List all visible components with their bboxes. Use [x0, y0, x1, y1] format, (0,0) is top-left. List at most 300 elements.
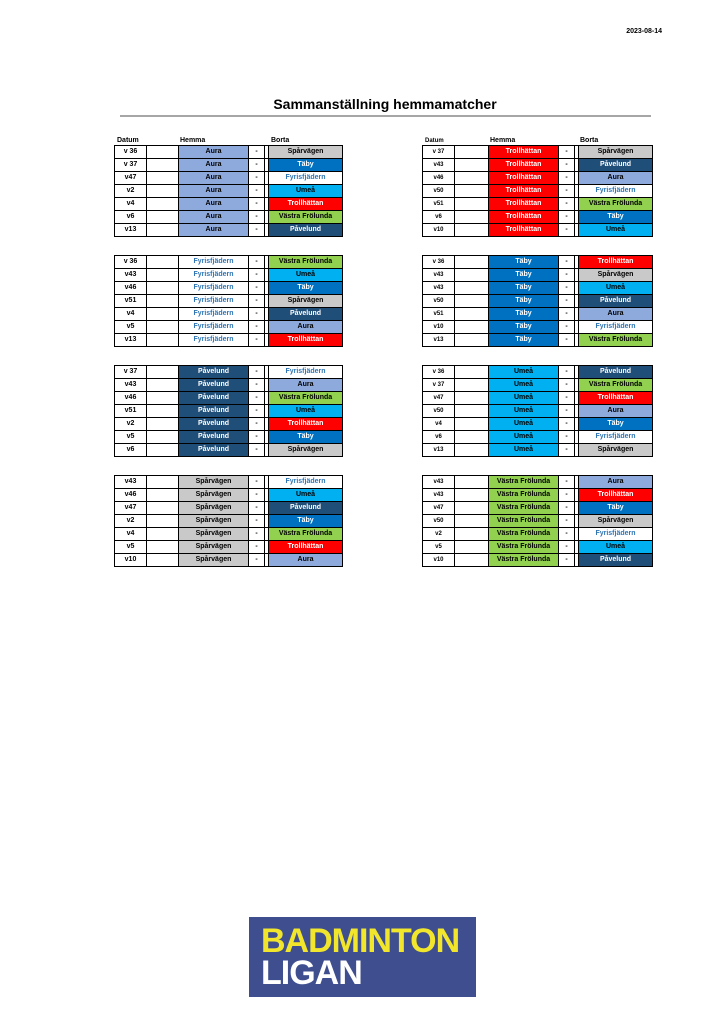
separator-cell: - [249, 541, 265, 554]
week-cell: v13 [115, 224, 147, 237]
week-cell: v50 [423, 295, 455, 308]
spacer-cell [455, 515, 489, 528]
home-team-cell: Västra Frölunda [489, 554, 559, 567]
away-team-cell: Påvelund [579, 366, 653, 379]
away-team-cell: Umeå [269, 269, 343, 282]
week-cell: v4 [423, 418, 455, 431]
week-cell: v43 [115, 269, 147, 282]
match-row [115, 418, 343, 431]
spacer-cell [455, 541, 489, 554]
spacer-cell [147, 321, 179, 334]
week-cell: v13 [423, 334, 455, 347]
separator-cell: - [249, 198, 265, 211]
spacer-cell [455, 159, 489, 172]
home-team-cell: Trollhättan [489, 159, 559, 172]
separator-cell: - [559, 379, 575, 392]
match-row [423, 541, 653, 554]
home-team-cell: Påvelund [179, 418, 249, 431]
separator-cell: - [249, 159, 265, 172]
week-cell: v 37 [423, 379, 455, 392]
spacer-cell [455, 418, 489, 431]
away-team-cell: Västra Frölunda [579, 379, 653, 392]
away-team-cell: Aura [579, 405, 653, 418]
match-row [115, 308, 343, 321]
separator-cell: - [249, 295, 265, 308]
week-cell: v4 [115, 308, 147, 321]
away-team-cell: Täby [579, 502, 653, 515]
away-team-cell: Västra Frölunda [269, 392, 343, 405]
week-cell: v13 [115, 334, 147, 347]
spacer-cell [455, 146, 489, 159]
week-cell: v50 [423, 185, 455, 198]
spacer-cell [147, 431, 179, 444]
spacer-cell [147, 515, 179, 528]
schedule-table-left [114, 365, 343, 457]
spacer-cell [455, 528, 489, 541]
home-team-cell: Fyrisfjädern [179, 321, 249, 334]
spacer-cell [147, 476, 179, 489]
week-cell: v 36 [423, 256, 455, 269]
separator-cell: - [249, 308, 265, 321]
schedule-table-left [114, 475, 343, 567]
separator-cell: - [249, 321, 265, 334]
away-team-cell: Spårvägen [579, 269, 653, 282]
week-cell: v51 [423, 198, 455, 211]
spacer-cell [147, 334, 179, 347]
spacer-cell [455, 379, 489, 392]
match-row [423, 224, 653, 237]
week-cell: v43 [423, 489, 455, 502]
header-datum-left: Datum [117, 137, 139, 144]
home-team-cell: Täby [489, 334, 559, 347]
match-row [115, 541, 343, 554]
home-team-cell: Täby [489, 269, 559, 282]
spacer-cell [455, 321, 489, 334]
match-row [423, 554, 653, 567]
separator-cell: - [559, 256, 575, 269]
away-team-cell: Täby [579, 418, 653, 431]
match-row [115, 185, 343, 198]
schedule-table-right [422, 475, 653, 567]
header-datum-right: Datum [425, 138, 444, 144]
week-cell: v43 [423, 269, 455, 282]
match-row [423, 308, 653, 321]
match-row [423, 269, 653, 282]
home-team-cell: Umeå [489, 444, 559, 457]
spacer-cell [455, 405, 489, 418]
week-cell: v47 [115, 502, 147, 515]
schedule-table-right [422, 255, 653, 347]
separator-cell: - [249, 269, 265, 282]
match-row [115, 256, 343, 269]
separator-cell: - [249, 172, 265, 185]
match-row [115, 528, 343, 541]
separator-cell: - [559, 541, 575, 554]
week-cell: v10 [115, 554, 147, 567]
spacer-cell [147, 502, 179, 515]
match-row [423, 321, 653, 334]
spacer-cell [147, 269, 179, 282]
spacer-cell [147, 541, 179, 554]
away-team-cell: Aura [579, 308, 653, 321]
home-team-cell: Fyrisfjädern [179, 295, 249, 308]
separator-cell: - [559, 172, 575, 185]
spacer-cell [147, 554, 179, 567]
week-cell: v5 [115, 431, 147, 444]
match-row [423, 476, 653, 489]
away-team-cell: Fyrisfjädern [579, 528, 653, 541]
spacer-cell [455, 198, 489, 211]
match-row [115, 431, 343, 444]
match-row [423, 444, 653, 457]
away-team-cell: Påvelund [269, 308, 343, 321]
match-row [115, 379, 343, 392]
week-cell: v 36 [115, 256, 147, 269]
week-cell: v6 [115, 211, 147, 224]
home-team-cell: Umeå [489, 431, 559, 444]
week-cell: v13 [423, 444, 455, 457]
week-cell: v5 [423, 541, 455, 554]
match-row [423, 282, 653, 295]
home-team-cell: Påvelund [179, 379, 249, 392]
match-row [423, 528, 653, 541]
spacer-cell [455, 489, 489, 502]
separator-cell: - [559, 282, 575, 295]
away-team-cell: Spårvägen [579, 146, 653, 159]
separator-cell: - [559, 334, 575, 347]
match-row [423, 159, 653, 172]
away-team-cell: Täby [579, 211, 653, 224]
separator-cell: - [559, 198, 575, 211]
spacer-cell [147, 528, 179, 541]
match-row [115, 159, 343, 172]
separator-cell: - [559, 185, 575, 198]
spacer-cell [455, 431, 489, 444]
schedule-table-right [422, 365, 653, 457]
away-team-cell: Umeå [269, 489, 343, 502]
week-cell: v2 [115, 515, 147, 528]
week-cell: v6 [115, 444, 147, 457]
week-cell: v10 [423, 554, 455, 567]
match-row [423, 405, 653, 418]
spacer-cell [455, 295, 489, 308]
separator-cell: - [249, 185, 265, 198]
away-team-cell: Trollhättan [579, 489, 653, 502]
separator-cell: - [559, 476, 575, 489]
match-row [423, 502, 653, 515]
spacer-cell [455, 554, 489, 567]
spacer-cell [147, 489, 179, 502]
home-team-cell: Västra Frölunda [489, 515, 559, 528]
week-cell: v 37 [115, 159, 147, 172]
home-team-cell: Spårvägen [179, 515, 249, 528]
away-team-cell: Påvelund [269, 502, 343, 515]
match-row [423, 256, 653, 269]
week-cell: v4 [115, 198, 147, 211]
home-team-cell: Umeå [489, 405, 559, 418]
week-cell: v2 [115, 418, 147, 431]
away-team-cell: Aura [269, 379, 343, 392]
match-row [423, 418, 653, 431]
away-team-cell: Täby [269, 159, 343, 172]
home-team-cell: Aura [179, 172, 249, 185]
away-team-cell: Västra Frölunda [269, 528, 343, 541]
away-team-cell: Spårvägen [269, 295, 343, 308]
away-team-cell: Täby [269, 515, 343, 528]
away-team-cell: Fyrisfjädern [579, 321, 653, 334]
week-cell: v 37 [115, 366, 147, 379]
week-cell: v2 [115, 185, 147, 198]
home-team-cell: Täby [489, 256, 559, 269]
spacer-cell [455, 211, 489, 224]
match-row [115, 211, 343, 224]
away-team-cell: Aura [269, 321, 343, 334]
away-team-cell: Trollhättan [269, 541, 343, 554]
separator-cell: - [559, 418, 575, 431]
match-row [423, 366, 653, 379]
separator-cell: - [249, 431, 265, 444]
week-cell: v43 [423, 476, 455, 489]
separator-cell: - [249, 392, 265, 405]
spacer-cell [455, 308, 489, 321]
spacer-cell [455, 476, 489, 489]
spacer-cell [147, 256, 179, 269]
spacer-cell [455, 256, 489, 269]
separator-cell: - [559, 444, 575, 457]
document-date: 2023-08-14 [626, 28, 662, 35]
separator-cell: - [559, 146, 575, 159]
home-team-cell: Påvelund [179, 444, 249, 457]
separator-cell: - [559, 431, 575, 444]
separator-cell: - [249, 554, 265, 567]
spacer-cell [455, 224, 489, 237]
home-team-cell: Aura [179, 211, 249, 224]
separator-cell: - [249, 476, 265, 489]
week-cell: v47 [423, 392, 455, 405]
week-cell: v 36 [423, 366, 455, 379]
away-team-cell: Trollhättan [269, 418, 343, 431]
separator-cell: - [249, 334, 265, 347]
match-row [423, 379, 653, 392]
week-cell: v50 [423, 405, 455, 418]
week-cell: v43 [115, 379, 147, 392]
match-row [115, 489, 343, 502]
week-cell: v4 [115, 528, 147, 541]
away-team-cell: Umeå [269, 185, 343, 198]
match-row [423, 489, 653, 502]
separator-cell: - [559, 528, 575, 541]
week-cell: v5 [115, 541, 147, 554]
home-team-cell: Trollhättan [489, 198, 559, 211]
away-team-cell: Fyrisfjädern [269, 172, 343, 185]
spacer-cell [147, 211, 179, 224]
spacer-cell [455, 185, 489, 198]
separator-cell: - [559, 269, 575, 282]
spacer-cell [147, 224, 179, 237]
home-team-cell: Täby [489, 308, 559, 321]
match-row [423, 431, 653, 444]
week-cell: v 37 [423, 146, 455, 159]
home-team-cell: Trollhättan [489, 185, 559, 198]
home-team-cell: Trollhättan [489, 172, 559, 185]
home-team-cell: Aura [179, 159, 249, 172]
separator-cell: - [249, 489, 265, 502]
logo-line-2: LIGAN [261, 954, 362, 992]
away-team-cell: Påvelund [579, 554, 653, 567]
away-team-cell: Påvelund [579, 295, 653, 308]
separator-cell: - [249, 405, 265, 418]
separator-cell: - [249, 256, 265, 269]
separator-cell: - [249, 528, 265, 541]
home-team-cell: Västra Frölunda [489, 528, 559, 541]
week-cell: v6 [423, 211, 455, 224]
home-team-cell: Spårvägen [179, 502, 249, 515]
separator-cell: - [559, 502, 575, 515]
home-team-cell: Täby [489, 295, 559, 308]
away-team-cell: Påvelund [579, 159, 653, 172]
away-team-cell: Spårvägen [269, 146, 343, 159]
separator-cell: - [559, 308, 575, 321]
home-team-cell: Västra Frölunda [489, 541, 559, 554]
home-team-cell: Aura [179, 146, 249, 159]
week-cell: v2 [423, 528, 455, 541]
spacer-cell [455, 172, 489, 185]
away-team-cell: Spårvägen [269, 444, 343, 457]
home-team-cell: Trollhättan [489, 224, 559, 237]
spacer-cell [147, 379, 179, 392]
separator-cell: - [559, 224, 575, 237]
badmintonligan-logo [249, 917, 476, 997]
separator-cell: - [249, 282, 265, 295]
home-team-cell: Täby [489, 282, 559, 295]
home-team-cell: Påvelund [179, 405, 249, 418]
match-row [423, 211, 653, 224]
match-row [115, 224, 343, 237]
spacer-cell [455, 366, 489, 379]
home-team-cell: Påvelund [179, 431, 249, 444]
spacer-cell [455, 282, 489, 295]
home-team-cell: Fyrisfjädern [179, 334, 249, 347]
match-row [115, 269, 343, 282]
match-row [115, 282, 343, 295]
home-team-cell: Västra Frölunda [489, 476, 559, 489]
match-row [423, 198, 653, 211]
home-team-cell: Västra Frölunda [489, 489, 559, 502]
home-team-cell: Umeå [489, 366, 559, 379]
match-row [423, 185, 653, 198]
separator-cell: - [249, 146, 265, 159]
away-team-cell: Täby [269, 282, 343, 295]
spacer-cell [455, 334, 489, 347]
away-team-cell: Umeå [579, 541, 653, 554]
schedule-table-left [114, 145, 343, 237]
home-team-cell: Påvelund [179, 392, 249, 405]
match-row [423, 172, 653, 185]
separator-cell: - [559, 515, 575, 528]
match-row [115, 502, 343, 515]
spacer-cell [147, 392, 179, 405]
match-row [115, 515, 343, 528]
away-team-cell: Umeå [579, 224, 653, 237]
spacer-cell [455, 269, 489, 282]
away-team-cell: Aura [579, 172, 653, 185]
away-team-cell: Fyrisfjädern [579, 185, 653, 198]
week-cell: v 36 [115, 146, 147, 159]
match-row [423, 334, 653, 347]
home-team-cell: Umeå [489, 379, 559, 392]
home-team-cell: Fyrisfjädern [179, 282, 249, 295]
week-cell: v46 [115, 489, 147, 502]
spacer-cell [147, 172, 179, 185]
match-row [115, 554, 343, 567]
week-cell: v10 [423, 224, 455, 237]
week-cell: v47 [115, 172, 147, 185]
home-team-cell: Umeå [489, 418, 559, 431]
home-team-cell: Umeå [489, 392, 559, 405]
week-cell: v6 [423, 431, 455, 444]
header-hemma-left: Hemma [180, 137, 206, 144]
match-row [115, 334, 343, 347]
separator-cell: - [559, 366, 575, 379]
home-team-cell: Trollhättan [489, 146, 559, 159]
spacer-cell [455, 444, 489, 457]
away-team-cell: Umeå [579, 282, 653, 295]
separator-cell: - [559, 211, 575, 224]
week-cell: v10 [423, 321, 455, 334]
home-team-cell: Fyrisfjädern [179, 256, 249, 269]
separator-cell: - [249, 379, 265, 392]
separator-cell: - [559, 405, 575, 418]
match-row [115, 366, 343, 379]
separator-cell: - [559, 489, 575, 502]
separator-cell: - [559, 321, 575, 334]
away-team-cell: Fyrisfjädern [579, 431, 653, 444]
match-row [115, 198, 343, 211]
spacer-cell [147, 185, 179, 198]
away-team-cell: Täby [269, 431, 343, 444]
away-team-cell: Umeå [269, 405, 343, 418]
spacer-cell [455, 392, 489, 405]
separator-cell: - [249, 502, 265, 515]
separator-cell: - [559, 295, 575, 308]
spacer-cell [147, 444, 179, 457]
match-row [423, 146, 653, 159]
spacer-cell [147, 282, 179, 295]
home-team-cell: Spårvägen [179, 554, 249, 567]
separator-cell: - [249, 224, 265, 237]
away-team-cell: Västra Frölunda [269, 211, 343, 224]
match-row [423, 392, 653, 405]
page-title: Sammanställning hemmamatcher [273, 96, 497, 112]
away-team-cell: Fyrisfjädern [269, 366, 343, 379]
week-cell: v51 [115, 405, 147, 418]
home-team-cell: Trollhättan [489, 211, 559, 224]
separator-cell: - [559, 159, 575, 172]
away-team-cell: Spårvägen [579, 444, 653, 457]
away-team-cell: Fyrisfjädern [269, 476, 343, 489]
header-borta-right: Borta [580, 137, 599, 144]
spacer-cell [147, 295, 179, 308]
spacer-cell [147, 418, 179, 431]
separator-cell: - [559, 554, 575, 567]
spacer-cell [147, 198, 179, 211]
header-borta-left: Borta [271, 137, 290, 144]
home-team-cell: Fyrisfjädern [179, 308, 249, 321]
home-team-cell: Spårvägen [179, 476, 249, 489]
match-row [115, 172, 343, 185]
home-team-cell: Påvelund [179, 366, 249, 379]
match-row [115, 476, 343, 489]
